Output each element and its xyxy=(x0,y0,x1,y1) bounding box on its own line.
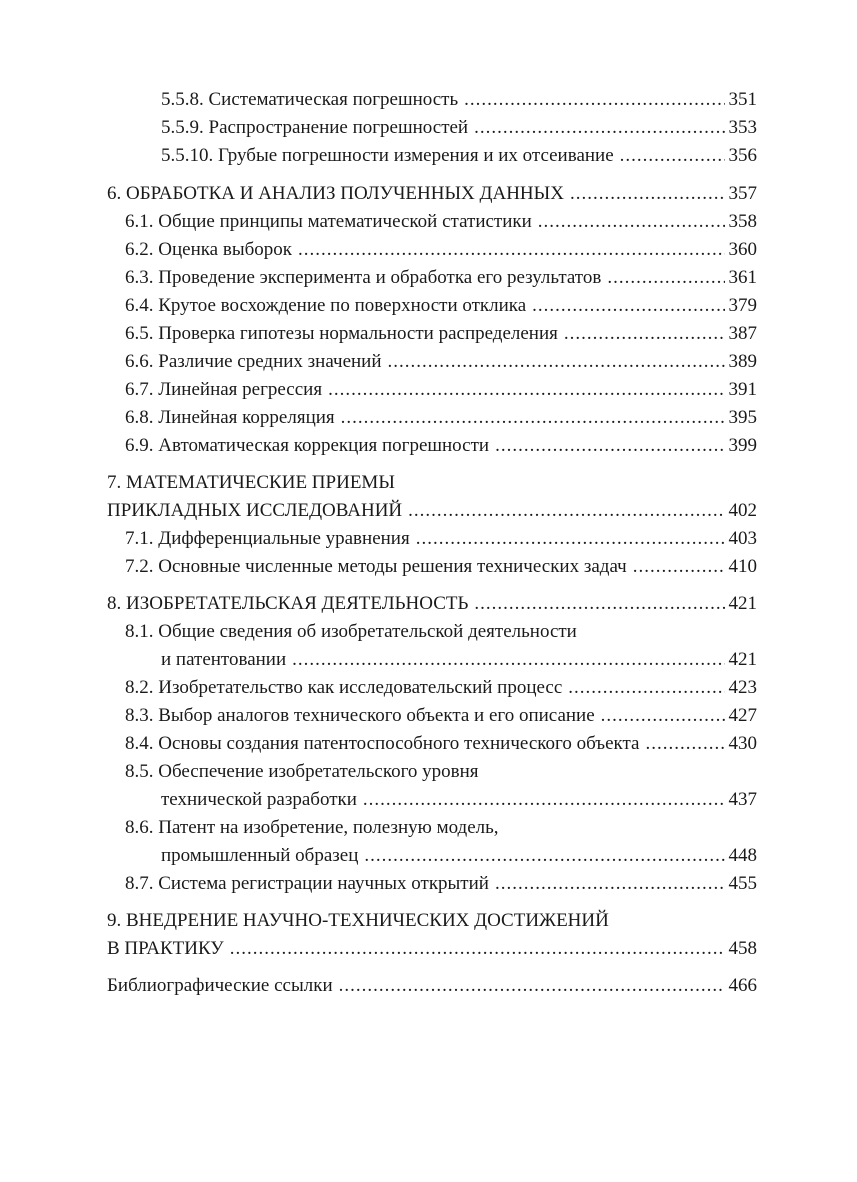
toc-entry-title-line: 8.6. Патент на изобретение, полезную модель, xyxy=(125,817,499,838)
toc-entry-page: 427 xyxy=(728,705,757,726)
table-of-contents xyxy=(107,86,757,1000)
dot-leader xyxy=(364,842,724,870)
toc-entry xyxy=(107,870,757,898)
toc-entry-title: 6.9. Автоматическая коррекция погрешности xyxy=(125,435,490,456)
dot-leader xyxy=(564,320,725,348)
toc-entry xyxy=(107,320,757,348)
toc-entry xyxy=(107,469,757,525)
dot-leader xyxy=(532,292,724,320)
toc-entry-page: 379 xyxy=(728,295,757,316)
toc-entry xyxy=(107,525,757,553)
dot-leader xyxy=(341,404,725,432)
toc-entry-title: 6.4. Крутое восхождение по поверхности отклика xyxy=(125,295,527,316)
dot-leader xyxy=(633,553,725,581)
toc-entry-page: 402 xyxy=(728,500,757,521)
toc-entry-page: 389 xyxy=(728,351,757,372)
toc-entry-title-line: 7. МАТЕМАТИЧЕСКИЕ ПРИЕМЫ xyxy=(107,472,395,493)
toc-entry-page: 391 xyxy=(728,379,757,400)
dot-leader xyxy=(474,590,724,618)
toc-entry xyxy=(107,236,757,264)
dot-leader xyxy=(363,786,725,814)
toc-entry-page: 403 xyxy=(728,528,757,549)
dot-leader xyxy=(464,86,724,114)
toc-entry-title: и патентовании xyxy=(161,649,287,670)
toc-entry-title: 8.2. Изобретательство как исследовательский процесс xyxy=(125,677,563,698)
dot-leader xyxy=(230,935,725,963)
dot-leader xyxy=(408,497,724,525)
toc-entry-title: 6.8. Линейная корреляция xyxy=(125,407,335,428)
toc-entry xyxy=(107,814,757,870)
dot-leader xyxy=(416,525,725,553)
toc-entry-title: В ПРАКТИКУ xyxy=(107,938,224,959)
toc-entry-page: 353 xyxy=(728,117,757,138)
toc-entry xyxy=(107,348,757,376)
toc-entry xyxy=(107,907,757,963)
dot-leader xyxy=(645,730,724,758)
toc-entry-title: 6.6. Различие средних значений xyxy=(125,351,382,372)
toc-entry-page: 410 xyxy=(728,556,757,577)
toc-entry-title: 6.7. Линейная регрессия xyxy=(125,379,323,400)
toc-entry xyxy=(107,180,757,208)
dot-leader xyxy=(298,236,724,264)
dot-leader xyxy=(570,180,725,208)
toc-entry-page: 360 xyxy=(728,239,757,260)
dot-leader xyxy=(292,646,724,674)
toc-entry-page: 421 xyxy=(728,593,757,614)
toc-entry-title: 7.1. Дифференциальные уравнения xyxy=(125,528,410,549)
toc-entry-title: ПРИКЛАДНЫХ ИССЛЕДОВАНИЙ xyxy=(107,500,403,521)
toc-entry-page: 421 xyxy=(728,649,757,670)
dot-leader xyxy=(328,376,724,404)
toc-entry-title: технической разработки xyxy=(161,789,357,810)
toc-entry-page: 423 xyxy=(728,677,757,698)
toc-entry-page: 430 xyxy=(728,733,757,754)
toc-entry-page: 351 xyxy=(728,89,757,110)
toc-entry-page: 399 xyxy=(728,435,757,456)
dot-leader xyxy=(474,114,724,142)
toc-entry xyxy=(107,618,757,674)
toc-entry-page: 448 xyxy=(728,845,757,866)
toc-entry xyxy=(107,758,757,814)
toc-entry-title-line: 8.1. Общие сведения об изобретательской деятельности xyxy=(125,621,577,642)
toc-entry-title: 8. ИЗОБРЕТАТЕЛЬСКАЯ ДЕЯТЕЛЬНОСТЬ xyxy=(107,593,469,614)
dot-leader xyxy=(538,208,725,236)
toc-entry-title: 6.3. Проведение эксперимента и обработка его результатов xyxy=(125,267,602,288)
toc-entry xyxy=(107,114,757,142)
toc-entry-page: 387 xyxy=(728,323,757,344)
toc-entry-page: 458 xyxy=(728,938,757,959)
toc-entry xyxy=(107,702,757,730)
toc-entry xyxy=(107,264,757,292)
dot-leader xyxy=(339,972,725,1000)
toc-entry-page: 357 xyxy=(728,183,757,204)
toc-entry xyxy=(107,292,757,320)
dot-leader xyxy=(388,348,725,376)
toc-entry xyxy=(107,376,757,404)
dot-leader xyxy=(495,432,724,460)
toc-entry xyxy=(107,432,757,460)
toc-entry-title: 7.2. Основные численные методы решения технических задач xyxy=(125,556,627,577)
toc-entry-title: 8.7. Система регистрации научных открытий xyxy=(125,873,489,894)
toc-entry-page: 437 xyxy=(728,789,757,810)
toc-entry-title: 8.3. Выбор аналогов технического объекта и его описание xyxy=(125,705,595,726)
toc-entry xyxy=(107,730,757,758)
toc-entry-title: 6.2. Оценка выборок xyxy=(125,239,293,260)
toc-entry-page: 356 xyxy=(728,145,757,166)
toc-entry xyxy=(107,972,757,1000)
dot-leader xyxy=(620,142,725,170)
toc-entry-page: 361 xyxy=(728,267,757,288)
toc-entry-page: 358 xyxy=(728,211,757,232)
toc-entry-title-line: 8.5. Обеспечение изобретательского уровня xyxy=(125,761,479,782)
toc-entry-page: 466 xyxy=(728,975,757,996)
toc-entry xyxy=(107,590,757,618)
toc-entry-title: 6.5. Проверка гипотезы нормальности распределения xyxy=(125,323,558,344)
toc-entry-title: промышленный образец xyxy=(161,845,359,866)
toc-entry xyxy=(107,86,757,114)
dot-leader xyxy=(568,674,724,702)
toc-entry-title: 5.5.8. Систематическая погрешность xyxy=(161,89,459,110)
toc-entry-title: 8.4. Основы создания патентоспособного технического объекта xyxy=(125,733,640,754)
toc-entry-title: Библиографические ссылки xyxy=(107,975,333,996)
toc-entry-page: 395 xyxy=(728,407,757,428)
toc-entry xyxy=(107,208,757,236)
toc-entry-title: 6.1. Общие принципы математической статистики xyxy=(125,211,532,232)
toc-entry-page: 455 xyxy=(728,873,757,894)
toc-entry-title: 5.5.10. Грубые погрешности измерения и их отсеивание xyxy=(161,145,614,166)
toc-entry xyxy=(107,142,757,170)
dot-leader xyxy=(495,870,725,898)
toc-entry-title-line: 9. ВНЕДРЕНИЕ НАУЧНО-ТЕХНИЧЕСКИХ ДОСТИЖЕНИЙ xyxy=(107,910,609,931)
dot-leader xyxy=(601,702,725,730)
toc-entry xyxy=(107,674,757,702)
toc-entry xyxy=(107,553,757,581)
toc-entry xyxy=(107,404,757,432)
toc-entry-title: 5.5.9. Распространение погрешностей xyxy=(161,117,469,138)
toc-entry-title: 6. ОБРАБОТКА И АНАЛИЗ ПОЛУЧЕННЫХ ДАННЫХ xyxy=(107,183,564,204)
dot-leader xyxy=(607,264,724,292)
